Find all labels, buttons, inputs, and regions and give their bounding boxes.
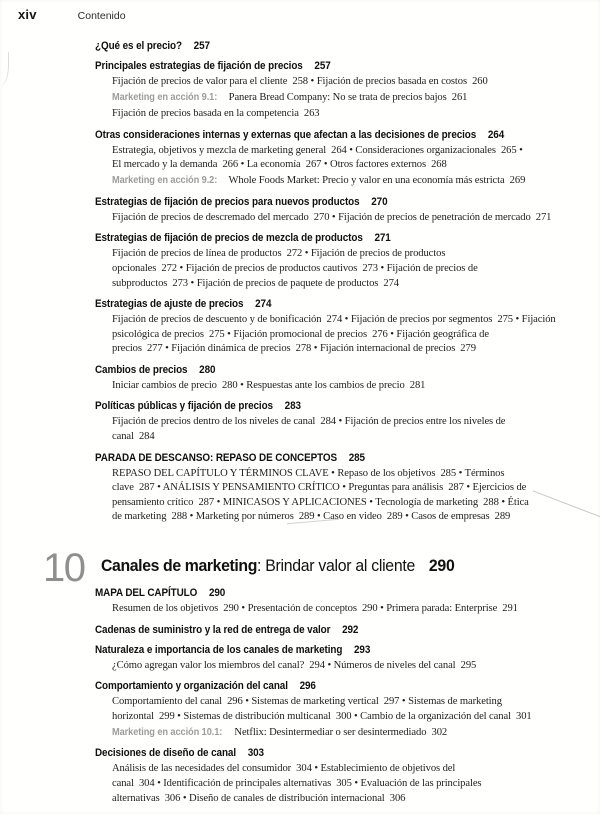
toc-heading-page-number: 257 [193,40,210,52]
toc-entry [95,313,595,357]
toc-heading-text: ¿Qué es el precio? [95,40,182,52]
toc-entry-line: Fijación de precios dentro de los niveles de canal 284 • Fijación de precios entre los niveles de [112,416,506,428]
running-title: Contenido [77,10,126,22]
toc-section [95,679,595,740]
toc-entry-line: subproductos 273 • Fijación de precios de paquete de productos 274 [112,277,399,289]
toc-heading-page-number: 283 [284,400,301,413]
toc-section-heading [95,643,545,657]
feature-text: Panera Bread Company: No se trata de precios bajos 261 [223,91,468,103]
toc-section [95,399,595,444]
toc-entry [95,659,595,674]
feature-text: Whole Foods Market: Precio y valor en una economía más estricta 269 [223,175,526,187]
toc-entry-line: Análisis de las necesidades del consumidor 304 • Establecimiento de objetivos del [112,763,456,775]
toc-entry-line: El mercado y la demanda 266 • La economía 267 • Otros factores externos 268 [112,159,447,171]
toc-heading-text: Principales estrategias de fijación de precios [95,60,303,72]
feature-label: Marketing en acción 10.1: [112,725,223,738]
chapter-block [43,546,595,591]
toc-section-heading [95,586,545,600]
toc-entry [95,247,595,291]
feature-entry [95,91,595,106]
toc-section [95,746,595,806]
toc-entry-line: canal 304 • Identificación de principales alternativas 305 • Evaluación de las principales [112,778,482,789]
toc-heading-text: Estrategias de fijación de precios de mezcla de productos [95,232,363,245]
toc-entry-line: Fijación de precios de valor para el cliente 258 • Fijación de precios basada en costos 260 [112,76,488,87]
toc-entry [95,144,595,173]
scan-artifact [0,52,9,86]
feature-label: Marketing en acción 9.2: [112,174,218,187]
toc-entry [95,415,595,444]
toc-heading-page-number: 290 [208,587,226,600]
toc-entry-line: clave 287 • ANÁLISIS Y PENSAMIENTO CRÍTICO • Preguntas para análisis 287 • Ejercicios de [112,482,527,494]
toc-section [95,451,595,525]
toc-heading-text: MAPA DEL CAPÍTULO [95,587,198,600]
toc-entry-line: alternativas 306 • Diseño de canales de distribución internacional 306 [112,792,406,804]
toc-section [95,231,595,291]
toc-entry-line: ¿Cómo agregan valor los miembros del canal? 294 • Números de niveles del canal 295 [112,659,477,671]
toc-heading-text: Comportamiento y organización del canal [95,680,288,693]
toc-heading-page-number: 274 [255,298,272,311]
toc-section-heading [95,39,545,53]
toc-entry [95,107,595,122]
toc-section-heading [95,231,545,245]
toc-heading-page-number: 280 [199,363,216,376]
toc-heading-text: Cambios de precios [95,363,188,376]
feature-entry [95,726,595,741]
chapter-number: 10 [43,546,85,591]
feature-label: Marketing en acción 9.1: [112,90,218,103]
feature-text: Netflix: Desintermediar o ser desintermediado 302 [229,726,448,738]
toc-entry-line: Fijación de precios basada en la competencia 263 [112,107,320,119]
toc-heading-text: Políticas públicas y fijación de precios [95,400,273,413]
toc-entry-line: precios 277 • Fijación dinámica de precios 278 • Fijación internacional de precios 279 [112,343,476,355]
toc-entry-line: Fijación de precios de descremado del mercado 270 • Fijación de precios de penetración de mercado 271 [112,211,552,223]
toc-section [95,128,595,189]
chapter-page-number: 290 [428,556,455,576]
toc-entry-line: canal 284 [112,431,155,443]
toc-heading-text: Estrategias de fijación de precios para nuevos productos [95,195,360,208]
toc-entry [95,695,595,724]
toc-section-heading [95,297,545,311]
toc-entry-line: Estrategia, objetivos y mezcla de marketing general 264 • Consideraciones organizacionales 265 • [112,144,523,156]
toc-section-heading [95,451,545,465]
toc-section [95,363,595,394]
toc-section [95,586,595,617]
toc-heading-text: Otras consideraciones internas y externas que afectan a las decisiones de precios [95,128,477,141]
toc-entry-line: Fijación de precios de descuento y de bonificación 274 • Fijación de precios por segmentos 275 • Fijación [112,314,556,326]
toc-heading-page-number: 296 [299,680,316,693]
toc-section-heading [95,195,545,209]
chapter-title-bold: Canales de marketing [101,556,258,576]
toc-heading-page-number: 292 [342,623,359,636]
toc-section [95,623,595,637]
toc-entry-line: Iniciar cambios de precio 280 • Respuestas ante los cambios de precio 281 [112,379,426,391]
toc-heading-page-number: 285 [348,451,365,464]
toc-heading-page-number: 303 [247,747,264,760]
folio-page-number: xiv [18,7,37,22]
toc-entry-line: psicológica de precios 275 • Fijación promocional de precios 276 • Fijación geográfica de [112,328,489,340]
toc-section [95,297,595,357]
toc-heading-page-number: 293 [354,643,371,656]
toc-entry [95,762,595,806]
toc-heading-page-number: 271 [374,232,391,245]
toc-entry-line: REPASO DEL CAPÍTULO Y TÉRMINOS CLAVE • Repaso de los objetivos 285 • Términos [112,467,505,479]
toc-entry [95,211,595,226]
toc-entry [95,379,595,394]
toc-heading-text: PARADA DE DESCANSO: REPASO DE CONCEPTOS [95,451,338,464]
toc-entry-line: Comportamiento del canal 296 • Sistemas de marketing vertical 297 • Sistemas de marketing [112,696,502,708]
toc-heading-page-number: 270 [371,195,388,208]
toc-entry-line: horizontal 299 • Sistemas de distribución multicanal 300 • Cambio de la organización del canal 301 [112,710,532,722]
page-header [18,8,126,23]
toc-section-heading [95,746,545,760]
toc-heading-text: Naturaleza e importancia de los canales de marketing [95,643,343,656]
toc-entry-line: Fijación de precios de línea de productos 272 • Fijación de precios de productos [112,248,446,260]
toc-section-heading [95,59,545,73]
table-of-contents [43,33,595,808]
toc-section [95,195,595,226]
toc-section [95,643,595,674]
toc-heading-page-number: 257 [314,60,331,72]
toc-section-heading [95,679,545,693]
toc-entry [95,467,595,525]
toc-entry-line: opcionales 272 • Fijación de precios de productos cautivos 273 • Fijación de precios de [112,262,478,274]
chapter-title [101,555,454,577]
toc-section-heading [95,128,545,142]
toc-entry [95,602,595,617]
feature-entry [95,174,595,189]
toc-section-heading [95,399,545,413]
toc-entry [95,75,595,90]
toc-heading-text: Decisiones de diseño de canal [95,747,237,760]
toc-heading-page-number: 264 [487,128,505,141]
toc-entry-line: pensamiento crítico 287 • MINICASOS Y APLICACIONES • Tecnología de marketing 288 • Ética [112,496,529,508]
toc-section [95,39,595,53]
toc-section [95,59,595,122]
toc-section-heading [95,363,545,377]
toc-entry-line: Resumen de los objetivos 290 • Presentación de conceptos 290 • Primera parada: Enterprise 291 [112,603,518,615]
toc-section-heading [95,623,545,637]
chapter-title-rest: : Brindar valor al cliente [257,556,415,576]
toc-heading-text: Estrategias de ajuste de precios [95,298,244,311]
toc-heading-text: Cadenas de suministro y la red de entrega de valor [95,623,331,636]
toc-entry-line: de marketing 288 • Marketing por números 289 • Caso en video 289 • Casos de empresas 289 [112,511,511,523]
